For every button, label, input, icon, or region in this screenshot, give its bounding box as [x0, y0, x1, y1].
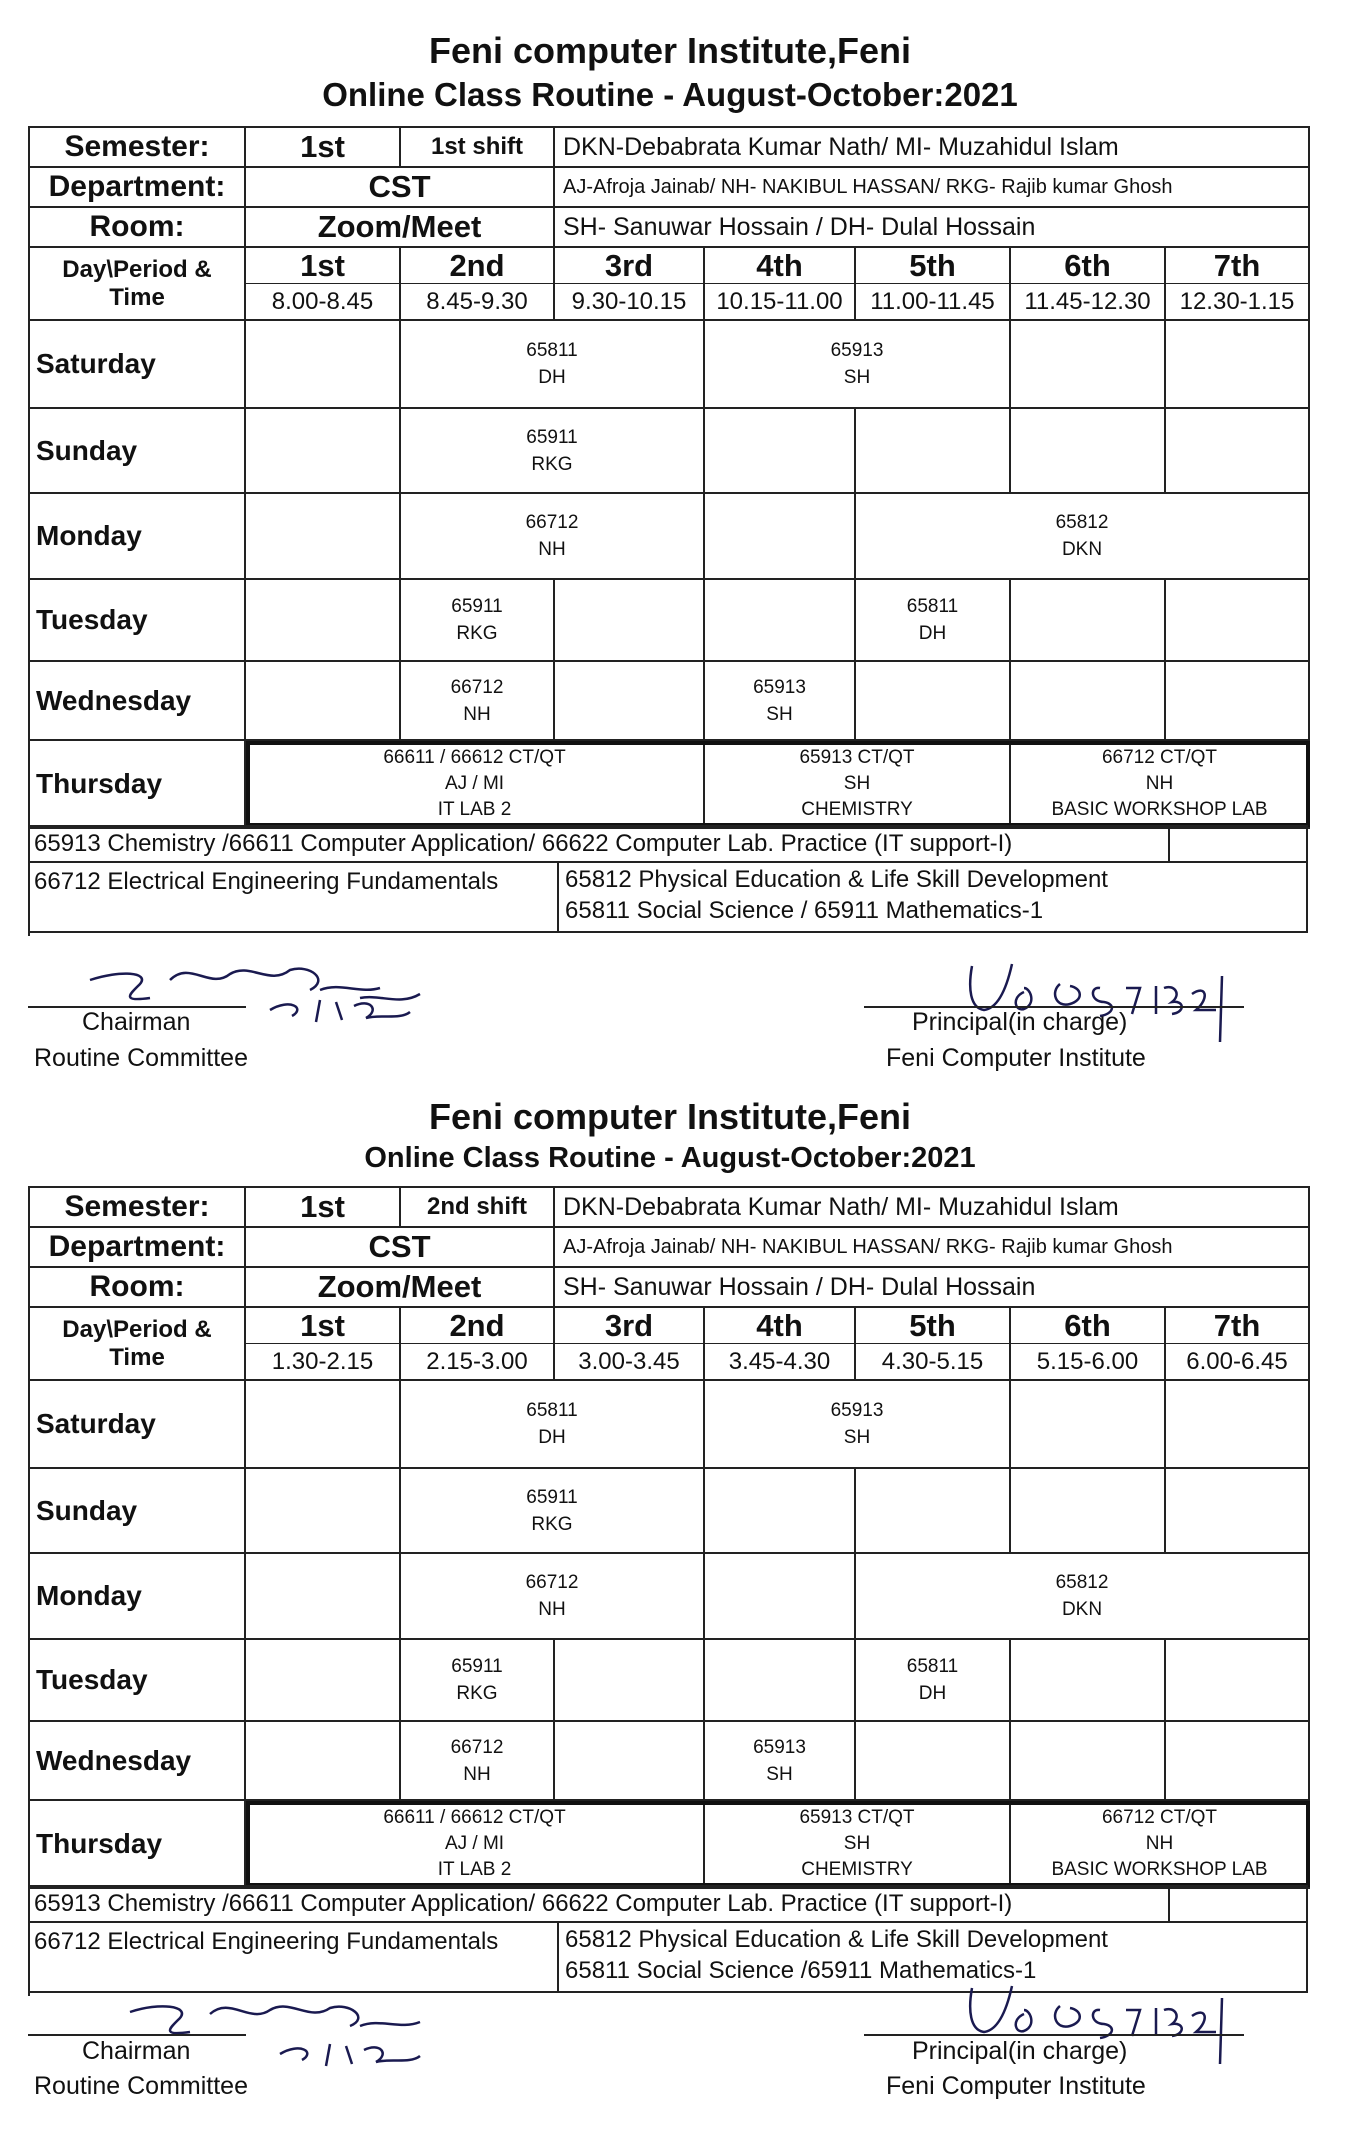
- principal-institute: Feni Computer Institute: [886, 1044, 1146, 1072]
- room-label: Room:: [30, 1268, 246, 1308]
- chairman-line: [28, 2034, 246, 2036]
- class-slot: [401, 580, 555, 662]
- teacher-code: DH: [918, 1683, 947, 1704]
- semester-label: Semester:: [30, 1188, 246, 1228]
- class-slot: [856, 580, 1011, 662]
- class-slot: [705, 662, 856, 741]
- principal-title: Principal(in charge): [912, 1008, 1128, 1036]
- period-time: 3.45-4.30: [705, 1344, 856, 1381]
- course-code: 65913: [753, 1736, 806, 1758]
- empty-slot: [246, 1381, 401, 1469]
- course-code: 66712 CT/QT: [1101, 747, 1218, 768]
- course-key-line: 66712 Electrical Engineering Fundamentals: [34, 1928, 499, 1955]
- empty-slot: [246, 1554, 401, 1640]
- course-code: 66712 CT/QT: [1101, 1807, 1218, 1828]
- chairman-title: Chairman: [82, 1008, 191, 1036]
- teacher-code: SH: [843, 1427, 871, 1448]
- period-header: 3rd: [555, 1308, 705, 1344]
- period-time: 6.00-6.45: [1166, 1344, 1310, 1381]
- course-code: 66611 / 66612 CT/QT: [383, 1807, 566, 1828]
- course-key-divider: [557, 1921, 559, 1993]
- period-time: 9.30-10.15: [555, 284, 705, 321]
- day-period-label: Day\Period &: [30, 248, 246, 284]
- semester-value: 1st: [246, 128, 401, 168]
- institute-title: Feni computer Institute,Feni: [428, 30, 912, 71]
- lab-room: BASIC WORKSHOP LAB: [1051, 1859, 1268, 1880]
- class-slot: [401, 662, 555, 741]
- course-key: [28, 1885, 1308, 1993]
- empty-slot: [555, 662, 705, 741]
- period-time: 11.00-11.45: [856, 284, 1011, 321]
- course-key-row: [30, 1887, 1306, 1923]
- class-slot: [401, 1554, 705, 1640]
- empty-slot: [246, 1640, 401, 1722]
- lab-slot: [1011, 1801, 1310, 1889]
- period-header: 5th: [856, 248, 1011, 284]
- course-code: 65913: [830, 1400, 884, 1421]
- empty-slot: [246, 1469, 401, 1554]
- class-slot: [401, 1469, 705, 1554]
- course-code: 66712: [450, 676, 504, 698]
- day-label: Wednesday: [30, 662, 246, 741]
- class-slot: [856, 494, 1310, 580]
- period-header: 1st: [246, 1308, 401, 1344]
- teacher-code: DH: [538, 367, 566, 388]
- teacher-code: NH: [463, 1763, 491, 1785]
- teacher-legend-2: AJ-Afroja Jainab/ NH- NAKIBUL HASSAN/ RKG- Rajib kumar Ghosh: [555, 168, 1310, 208]
- teacher-code: NH: [1145, 773, 1174, 794]
- course-key-divider: [1168, 827, 1170, 861]
- course-code: 65913: [753, 676, 806, 698]
- teacher-code: DH: [538, 1427, 566, 1448]
- course-code: 65911: [526, 1486, 578, 1508]
- period-time: 2.15-3.00: [401, 1344, 555, 1381]
- time-label: Time: [30, 284, 246, 321]
- day-label: Thursday: [30, 741, 246, 829]
- teacher-code: SH: [766, 703, 793, 725]
- period-header: 3rd: [555, 248, 705, 284]
- teacher-legend-1: DKN-Debabrata Kumar Nath/ MI- Muzahidul Islam: [555, 1188, 1310, 1228]
- lab-slot: [246, 741, 705, 829]
- chairman-title: Chairman: [82, 2037, 191, 2065]
- course-code: 66611 / 66612 CT/QT: [383, 747, 566, 768]
- teacher-code: RKG: [456, 623, 498, 644]
- class-slot: [401, 321, 705, 409]
- empty-slot: [246, 494, 401, 580]
- course-code: 65811: [526, 1400, 578, 1421]
- empty-slot: [856, 1722, 1011, 1801]
- teacher-code: DKN: [1061, 539, 1103, 560]
- empty-slot: [1166, 1381, 1310, 1469]
- class-slot: [401, 494, 705, 580]
- lab-room: CHEMISTRY: [801, 799, 913, 820]
- empty-slot: [246, 409, 401, 494]
- period-header: 6th: [1011, 248, 1166, 284]
- lab-room: IT LAB 2: [437, 799, 512, 820]
- empty-slot: [246, 321, 401, 409]
- teacher-code: DKN: [1061, 1599, 1103, 1620]
- teacher-code: SH: [843, 1833, 871, 1854]
- class-slot: [401, 1381, 705, 1469]
- course-code: 66712: [450, 1736, 504, 1758]
- period-header: 7th: [1166, 248, 1310, 284]
- lab-slot: [246, 1801, 705, 1889]
- empty-slot: [1166, 321, 1310, 409]
- period-time: 10.15-11.00: [705, 284, 856, 321]
- shift-value: 1st shift: [401, 128, 555, 168]
- day-period-label: Day\Period &: [30, 1308, 246, 1344]
- course-key-line: 65811 Social Science /65911 Mathematics-1: [565, 1957, 1037, 1984]
- committee-title: Routine Committee: [34, 1044, 248, 1072]
- empty-slot: [856, 1469, 1011, 1554]
- department-value: CST: [246, 168, 555, 208]
- period-time: 1.30-2.15: [246, 1344, 401, 1381]
- empty-slot: [705, 580, 856, 662]
- teacher-code: NH: [538, 539, 566, 560]
- day-label: Wednesday: [30, 1722, 246, 1801]
- course-code: 65811: [906, 596, 959, 617]
- lab-room: CHEMISTRY: [801, 1859, 913, 1880]
- course-code: 65812: [1055, 512, 1109, 533]
- teacher-code: RKG: [531, 1513, 573, 1535]
- teacher-code: SH: [843, 367, 871, 388]
- day-label: Sunday: [30, 1469, 246, 1554]
- empty-slot: [1011, 1722, 1166, 1801]
- empty-slot: [1166, 1640, 1310, 1722]
- course-code: 66712: [525, 512, 579, 533]
- course-code: 65911: [451, 1656, 503, 1677]
- course-key-line: 65811 Social Science / 65911 Mathematics-1: [565, 897, 1044, 924]
- period-time: 12.30-1.15: [1166, 284, 1310, 321]
- empty-slot: [705, 1554, 856, 1640]
- empty-slot: [705, 409, 856, 494]
- teacher-legend-3: SH- Sanuwar Hossain / DH- Dulal Hossain: [555, 1268, 1310, 1308]
- shift-value: 2nd shift: [401, 1188, 555, 1228]
- course-key: [28, 825, 1308, 933]
- course-code: 65913 CT/QT: [799, 747, 915, 768]
- empty-slot: [1166, 662, 1310, 741]
- period-time: 5.15-6.00: [1011, 1344, 1166, 1381]
- teacher-legend-1: DKN-Debabrata Kumar Nath/ MI- Muzahidul Islam: [555, 128, 1310, 168]
- period-time: 3.00-3.45: [555, 1344, 705, 1381]
- routine-table: [28, 1186, 1310, 1996]
- period-header: 7th: [1166, 1308, 1310, 1344]
- empty-slot: [246, 580, 401, 662]
- day-label: Tuesday: [30, 580, 246, 662]
- lab-slot: [705, 741, 1011, 829]
- course-code: 65811: [906, 1656, 959, 1677]
- teacher-code: NH: [463, 703, 491, 725]
- class-slot: [705, 321, 1011, 409]
- empty-slot: [856, 409, 1011, 494]
- period-time: 11.45-12.30: [1011, 284, 1166, 321]
- room-label: Room:: [30, 208, 246, 248]
- principal-line: [864, 2034, 1244, 2036]
- period-header: 1st: [246, 248, 401, 284]
- class-slot: [705, 1722, 856, 1801]
- course-key-line: 65812 Physical Education & Life Skill Development: [565, 1926, 1108, 1953]
- department-label: Department:: [30, 1228, 246, 1268]
- empty-slot: [1011, 409, 1166, 494]
- teacher-code: NH: [1145, 1833, 1174, 1854]
- course-key-line: 65812 Physical Education & Life Skill Development: [565, 866, 1108, 893]
- routine-2nd-shift: [0, 1060, 1353, 2131]
- time-label: Time: [30, 1344, 246, 1381]
- routine-subtitle: Online Class Routine - August-October:2021: [364, 1142, 976, 1174]
- teacher-code: NH: [538, 1599, 566, 1620]
- teacher-code: DH: [918, 623, 947, 644]
- room-value: Zoom/Meet: [246, 1268, 555, 1308]
- day-label: Saturday: [30, 1381, 246, 1469]
- day-label: Monday: [30, 1554, 246, 1640]
- class-slot: [401, 1640, 555, 1722]
- course-code: 65911: [451, 596, 503, 617]
- institute-title: Feni computer Institute,Feni: [428, 1096, 912, 1137]
- teacher-code: RKG: [531, 453, 573, 475]
- course-code: 65913: [830, 340, 884, 361]
- empty-slot: [1011, 321, 1166, 409]
- empty-slot: [1011, 1469, 1166, 1554]
- day-label: Monday: [30, 494, 246, 580]
- period-header: 4th: [705, 1308, 856, 1344]
- committee-title: Routine Committee: [34, 2072, 248, 2100]
- department-label: Department:: [30, 168, 246, 208]
- period-time: 8.45-9.30: [401, 284, 555, 321]
- course-key-line: 65913 Chemistry /66611 Computer Application/ 66622 Computer Lab. Practice (IT support-I): [34, 1890, 1013, 1917]
- course-code: 65811: [526, 340, 578, 361]
- period-header: 2nd: [401, 1308, 555, 1344]
- department-value: CST: [246, 1228, 555, 1268]
- day-label: Tuesday: [30, 1640, 246, 1722]
- course-key-row: [30, 827, 1306, 863]
- principal-title: Principal(in charge): [912, 2037, 1128, 2065]
- course-key-line: 66712 Electrical Engineering Fundamentals: [34, 868, 499, 895]
- teacher-code: RKG: [456, 1683, 498, 1704]
- class-slot: [401, 409, 705, 494]
- empty-slot: [1011, 662, 1166, 741]
- room-value: Zoom/Meet: [246, 208, 555, 248]
- teacher-code: AJ / MI: [444, 773, 505, 794]
- routine-table: [28, 126, 1310, 936]
- principal-institute: Feni Computer Institute: [886, 2072, 1146, 2100]
- empty-slot: [1166, 409, 1310, 494]
- course-key-divider: [1168, 1887, 1170, 1921]
- empty-slot: [1166, 1722, 1310, 1801]
- lab-slot: [1011, 741, 1310, 829]
- class-slot: [705, 1381, 1011, 1469]
- course-code: 65911: [526, 426, 578, 448]
- teacher-code: SH: [843, 773, 871, 794]
- class-slot: [856, 1554, 1310, 1640]
- teacher-code: AJ / MI: [444, 1833, 505, 1854]
- empty-slot: [246, 662, 401, 741]
- day-label: Sunday: [30, 409, 246, 494]
- period-header: 2nd: [401, 248, 555, 284]
- teacher-legend-2: AJ-Afroja Jainab/ NH- NAKIBUL HASSAN/ RKG- Rajib kumar Ghosh: [555, 1228, 1310, 1268]
- class-slot: [856, 1640, 1011, 1722]
- semester-value: 1st: [246, 1188, 401, 1228]
- empty-slot: [555, 1722, 705, 1801]
- semester-label: Semester:: [30, 128, 246, 168]
- period-header: 5th: [856, 1308, 1011, 1344]
- course-key-line: 65913 Chemistry /66611 Computer Application/ 66622 Computer Lab. Practice (IT support-I): [34, 830, 1013, 857]
- empty-slot: [1011, 1381, 1166, 1469]
- empty-slot: [705, 1640, 856, 1722]
- empty-slot: [1011, 1640, 1166, 1722]
- empty-slot: [705, 1469, 856, 1554]
- course-code: 65812: [1055, 1572, 1109, 1593]
- empty-slot: [555, 580, 705, 662]
- day-label: Thursday: [30, 1801, 246, 1889]
- teacher-legend-3: SH- Sanuwar Hossain / DH- Dulal Hossain: [555, 208, 1310, 248]
- empty-slot: [705, 494, 856, 580]
- empty-slot: [1011, 580, 1166, 662]
- period-time: 4.30-5.15: [856, 1344, 1011, 1381]
- routine-subtitle: Online Class Routine - August-October:2021: [322, 76, 1018, 113]
- course-code: 66712: [525, 1572, 579, 1593]
- class-slot: [401, 1722, 555, 1801]
- empty-slot: [246, 1722, 401, 1801]
- lab-room: BASIC WORKSHOP LAB: [1051, 799, 1268, 820]
- day-label: Saturday: [30, 321, 246, 409]
- empty-slot: [555, 1640, 705, 1722]
- course-key-divider: [557, 861, 559, 933]
- period-header: 6th: [1011, 1308, 1166, 1344]
- empty-slot: [1166, 580, 1310, 662]
- teacher-code: SH: [766, 1763, 793, 1785]
- lab-slot: [705, 1801, 1011, 1889]
- lab-room: IT LAB 2: [437, 1859, 512, 1880]
- empty-slot: [856, 662, 1011, 741]
- period-time: 8.00-8.45: [246, 284, 401, 321]
- empty-slot: [1166, 1469, 1310, 1554]
- period-header: 4th: [705, 248, 856, 284]
- course-code: 65913 CT/QT: [799, 1807, 915, 1828]
